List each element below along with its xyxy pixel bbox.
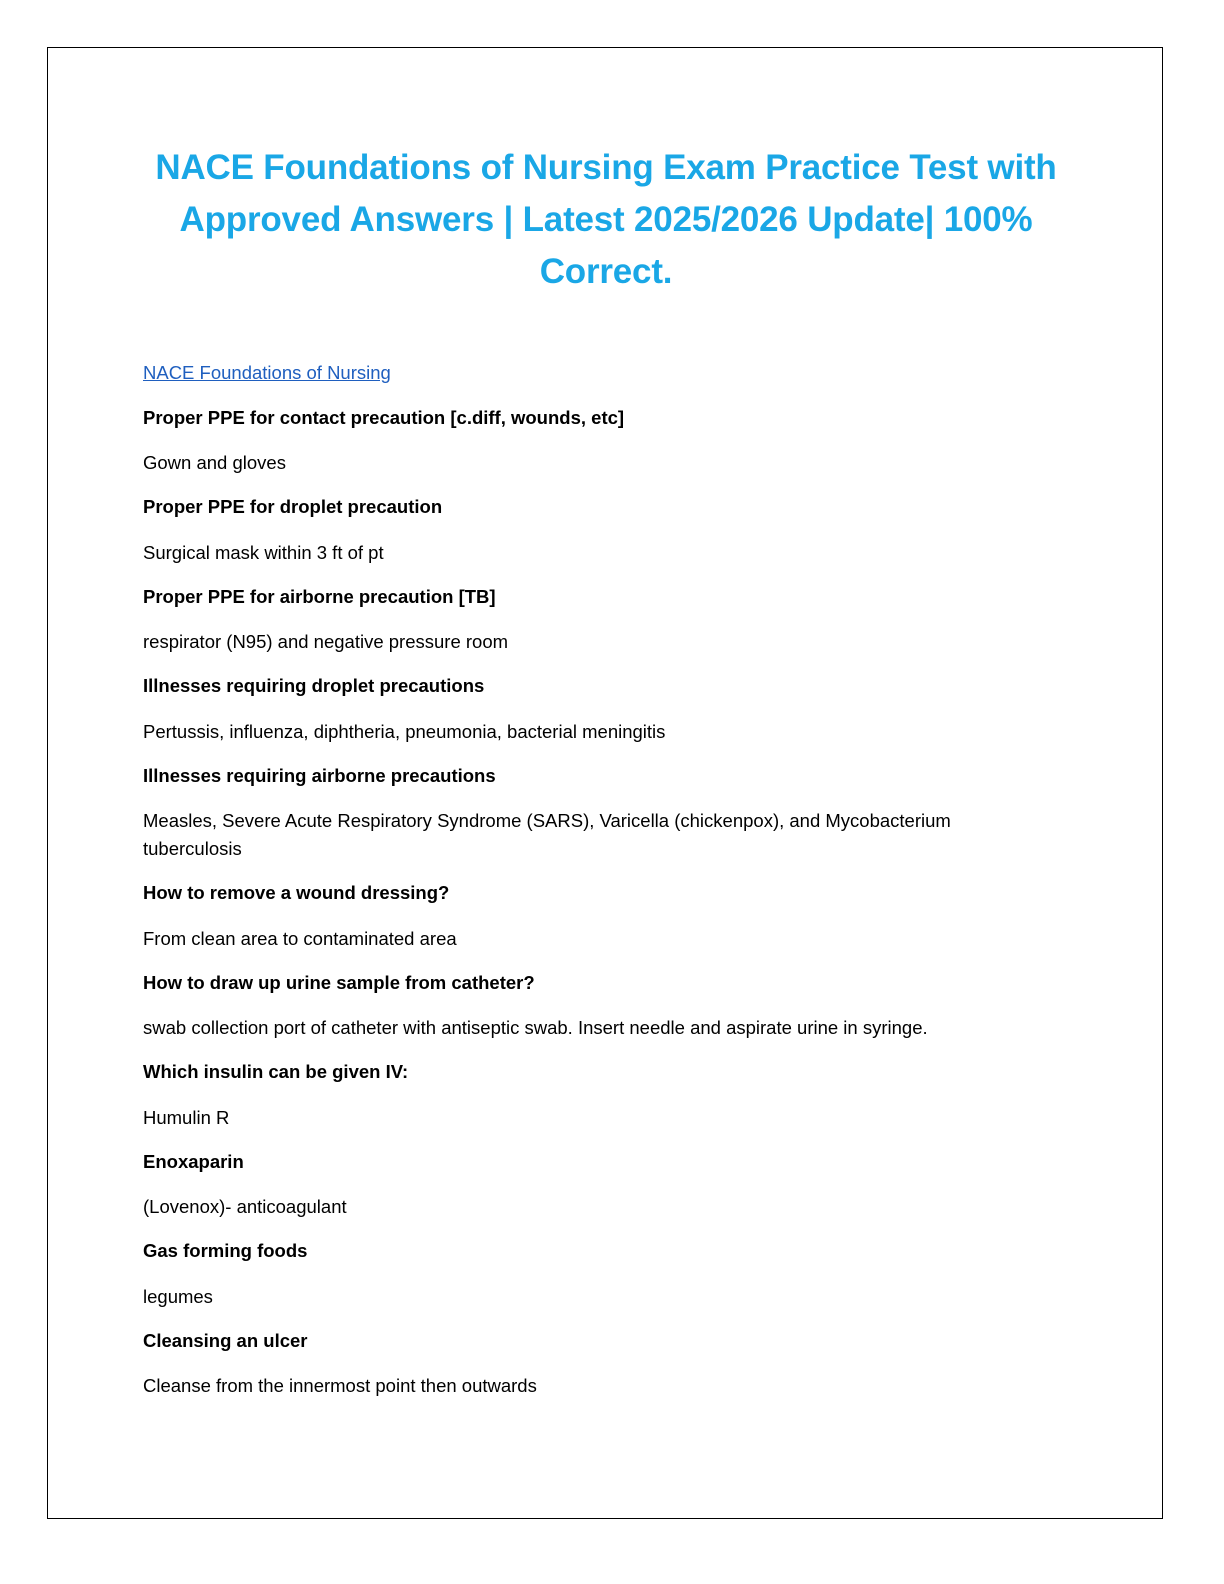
question-text: Illnesses requiring airborne precautions [143,764,496,786]
question-text: Proper PPE for airborne precaution [TB] [143,585,496,607]
answer-text: Pertussis, influenza, diphtheria, pneumonia, bacterial meningitis [143,720,666,742]
answer-text: legumes [143,1285,213,1307]
answer-text: Cleanse from the innermost point then outwards [143,1375,537,1396]
qa-item [143,1328,1043,1401]
document-body [143,360,1043,1417]
answer-text: Measles, Severe Acute Respiratory Syndrome (SARS), Varicella (chickenpox), and Mycobacterium tuberculosis [143,810,951,859]
answer-text: From clean area to contaminated area [143,927,457,949]
answer-text: Humulin R [143,1106,230,1128]
question-text: Gas forming foods [143,1240,308,1261]
qa-item [143,763,1043,864]
answer-text: respirator (N95) and negative pressure room [143,631,509,652]
qa-item [143,494,1043,567]
qa-list [143,405,1043,1401]
question-text: How to remove a wound dressing? [143,882,450,903]
answer-text: Gown and gloves [143,452,286,473]
question-text: Illnesses requiring droplet precautions [143,675,485,696]
question-text: Proper PPE for contact precaution [c.diff, wounds, etc] [143,406,625,428]
question-text: Cleansing an ulcer [143,1329,308,1351]
qa-item [143,1149,1043,1222]
question-text: Proper PPE for droplet precaution [143,496,443,517]
answer-text: swab collection port of catheter with antiseptic swab. Insert needle and aspirate urine in syringe. [143,1017,928,1038]
answer-text: (Lovenox)- anticoagulant [143,1196,347,1217]
qa-item [143,880,1043,953]
section-link[interactable]: NACE Foundations of Nursing [143,362,391,383]
qa-item [143,405,1043,478]
question-text: Which insulin can be given IV: [143,1061,409,1082]
document-title: NACE Foundations of Nursing Exam Practice Test with Approved Answers | Latest 2025/2026 Update| 100% Correct. [155,148,1057,291]
question-text: How to draw up urine sample from catheter? [143,971,535,993]
answer-text: Surgical mask within 3 ft of pt [143,541,384,563]
qa-item [143,1238,1043,1311]
qa-item [143,673,1043,746]
qa-item [143,970,1043,1043]
question-text: Enoxaparin [143,1150,244,1172]
qa-item [143,584,1043,657]
qa-item [143,1059,1043,1132]
